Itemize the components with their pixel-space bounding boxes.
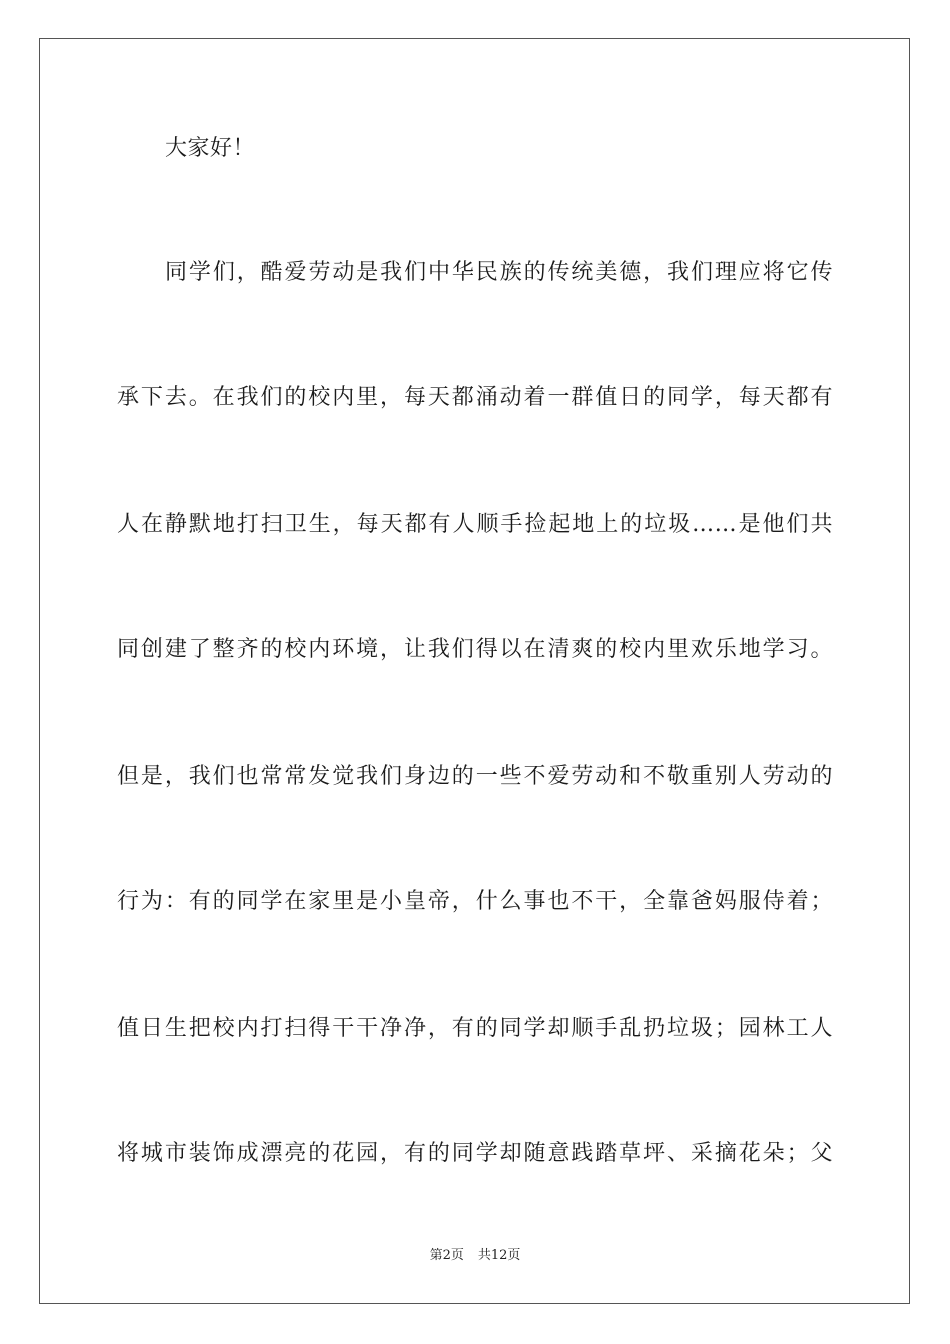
body-line-2: 承下去。在我们的校内里，每天都涌动着一群值日的同学，每天都有 [117, 385, 833, 410]
body-line-5: 但是，我们也常常发觉我们身边的一些不爱劳动和不敬重别人劳动的 [117, 764, 833, 789]
body-line-3: 人在静默地打扫卫生，每天都有人顺手捡起地上的垃圾……是他们共 [117, 512, 833, 537]
body-line-4: 同创建了整齐的校内环境，让我们得以在清爽的校内里欢乐地学习。 [117, 637, 833, 662]
greeting-line: 大家好！ [165, 136, 256, 161]
body-line-1: 同学们，酷爱劳动是我们中华民族的传统美德，我们理应将它传 [165, 260, 833, 285]
page-footer [0, 1247, 950, 1265]
page-number: 第2页 [429, 1248, 464, 1263]
page-total: 共12页 [477, 1248, 521, 1263]
page-border [39, 38, 910, 1304]
body-line-8: 将城市装饰成漂亮的花园，有的同学却随意践踏草坪、采摘花朵；父 [117, 1141, 833, 1166]
body-line-7: 值日生把校内打扫得干干净净，有的同学却顺手乱扔垃圾；园林工人 [117, 1016, 833, 1041]
body-line-6: 行为：有的同学在家里是小皇帝，什么事也不干，全靠爸妈服侍着； [117, 889, 833, 914]
